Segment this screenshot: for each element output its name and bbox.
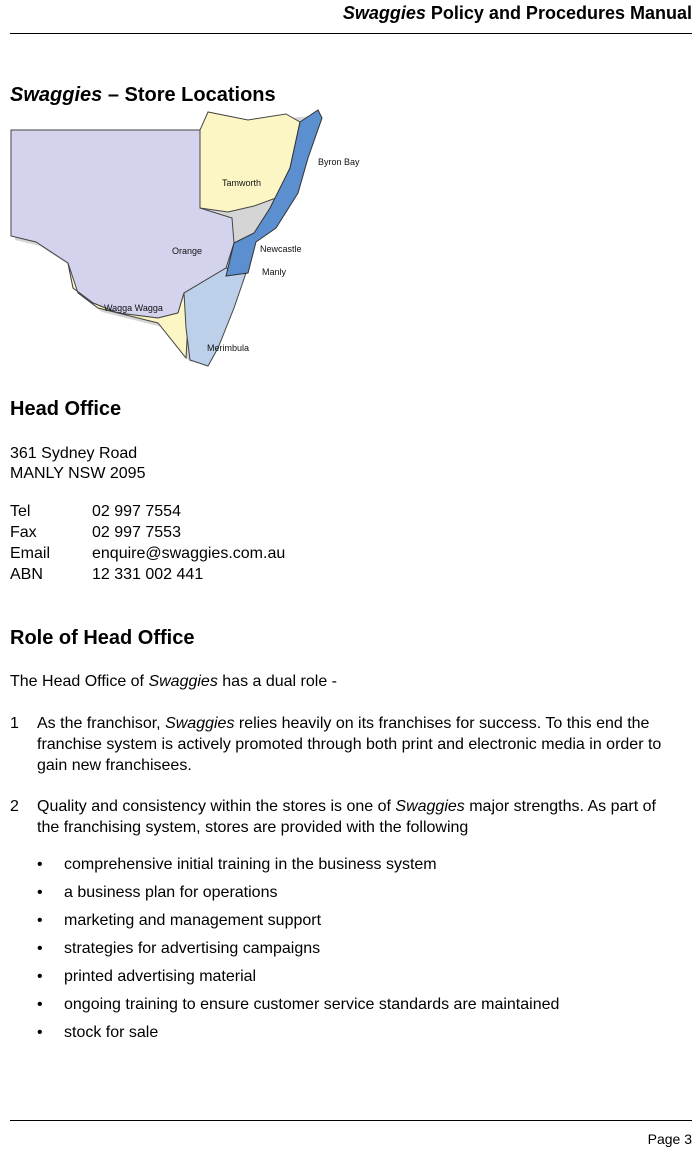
item-text-brand: Swaggies [165, 715, 235, 732]
list-item-text: comprehensive initial training in the business system [64, 856, 437, 873]
item-number: 2 [10, 798, 19, 815]
role-heading: Role of Head Office [10, 627, 195, 649]
bullet-icon: • [37, 856, 43, 873]
bullet-icon: • [37, 996, 43, 1013]
item-text-brand: Swaggies [395, 798, 465, 815]
bullet-icon: • [37, 968, 43, 985]
store-locations-heading-rest: – Store Locations [102, 84, 276, 106]
page-footer [10, 1120, 692, 1147]
contact-row-email [10, 543, 285, 564]
contact-row-tel [10, 501, 285, 522]
item-number: 1 [10, 715, 19, 732]
store-locations-map [8, 108, 380, 380]
item-text-pre: As the franchisor, [37, 715, 166, 732]
manual-title-rest: Policy and Procedures Manual [425, 3, 692, 23]
role-intro [10, 673, 337, 691]
map-label-merimbula: Merimbula [207, 343, 250, 353]
head-office-heading: Head Office [10, 398, 122, 420]
map-label-tamworth: Tamworth [222, 178, 262, 188]
list-item-text: strategies for advertising campaigns [64, 940, 321, 957]
contact-row-abn [10, 564, 285, 585]
store-locations-heading-brand: Swaggies [10, 84, 103, 106]
role-intro-pre: The Head Office of [10, 673, 149, 690]
manual-title [343, 3, 692, 24]
address-line-street: 361 Sydney Road [10, 445, 138, 462]
list-item-text: stock for sale [64, 1024, 159, 1041]
map-label-orange: Orange [172, 246, 203, 256]
contact-value-email: enquire@swaggies.com.au [92, 545, 286, 562]
item-text-pre: Quality and consistency within the stores is one of [37, 798, 396, 815]
list-item-text: marketing and management support [64, 912, 322, 929]
numbered-item [10, 796, 680, 838]
head-office-address [10, 444, 145, 484]
manual-title-brand: Swaggies [342, 3, 426, 23]
bullet-icon: • [37, 912, 43, 929]
map-label-byron-bay: Byron Bay [318, 157, 360, 167]
numbered-item [10, 713, 680, 776]
contact-label: Tel [10, 503, 31, 520]
contact-value-tel: 02 997 7554 [92, 503, 181, 520]
item-text-post: major strengths. As part of the franchising system, stores are provided with the following [37, 798, 656, 836]
contact-label: ABN [10, 566, 43, 583]
map-label-wagga-wagga: Wagga Wagga [104, 303, 163, 313]
address-line-suburb: MANLY NSW 2095 [10, 465, 146, 482]
list-item-text: a business plan for operations [64, 884, 278, 901]
page-number: Page 3 [647, 1131, 692, 1147]
role-intro-brand: Swaggies [148, 673, 218, 690]
role-intro-post: has a dual role - [217, 673, 338, 690]
store-locations-heading [10, 84, 276, 107]
contact-details [10, 501, 285, 585]
map-label-manly: Manly [262, 267, 287, 277]
contact-value-abn: 12 331 002 441 [92, 566, 204, 583]
item-text [37, 713, 680, 776]
contact-row-fax [10, 522, 285, 543]
list-item-text: ongoing training to ensure customer service standards are maintained [64, 996, 560, 1013]
page-header [10, 0, 692, 34]
contact-value-fax: 02 997 7553 [92, 524, 181, 541]
item-text-post: relies heavily on its franchises for success. To this end the franchise system is actively promoted through both print and electronic media in order to gain new franchisees. [37, 715, 662, 774]
item-text [37, 796, 680, 838]
bullet-icon: • [37, 884, 43, 901]
bullet-icon: • [37, 1024, 43, 1041]
bullet-icon: • [37, 940, 43, 957]
map-label-newcastle: Newcastle [260, 244, 302, 254]
contact-label: Email [10, 545, 51, 562]
contact-label: Fax [10, 524, 37, 541]
list-item-text: printed advertising material [64, 968, 257, 985]
